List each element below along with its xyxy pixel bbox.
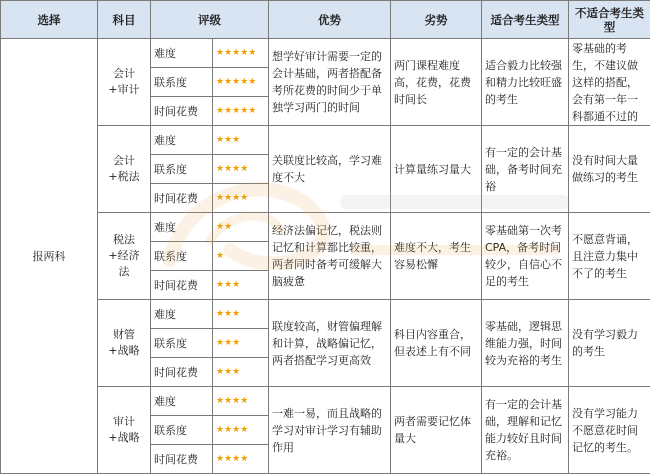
rating-label-relevance: 联系度 — [151, 242, 213, 271]
unsuitable-cell: 没有学习能力不愿意花时间记忆的考生。 — [569, 387, 650, 474]
suitable-cell: 零基础，逻辑思维能力强，时间较为充裕的考生 — [482, 300, 569, 387]
advantages-cell: 联度较高，财管偏理解和计算，战略偏记忆，两者搭配学习更高效 — [269, 300, 391, 387]
suitable-cell: 零基础第一次考CPA，备考时间较少，自信心不足的考生 — [482, 213, 569, 300]
star-rating: ★★ — [213, 213, 269, 242]
star-rating: ★★★★ — [213, 155, 269, 184]
star-rating: ★★★★★ — [213, 68, 269, 97]
star-rating: ★★★★ — [213, 445, 269, 474]
star-rating: ★★★★ — [213, 184, 269, 213]
disadvantages-cell: 两者需要记忆体量大 — [391, 387, 482, 474]
star-rating: ★★★ — [213, 329, 269, 358]
unsuitable-cell: 不愿意背诵，且注意力集中不了的考生 — [569, 213, 650, 300]
choice-cell: 报两科 — [1, 39, 98, 474]
star-rating: ★★★ — [213, 271, 269, 300]
rating-label-relevance: 联系度 — [151, 416, 213, 445]
rating-label-time: 时间花费 — [151, 445, 213, 474]
unsuitable-cell: 没有时间大量做练习的考生 — [569, 126, 650, 213]
table-row — [1, 39, 650, 68]
subject-cell: 税法+经济法 — [98, 213, 151, 300]
subject-cell: 会计+审计 — [98, 39, 151, 126]
rating-label-time: 时间花费 — [151, 271, 213, 300]
advantages-cell: 一难一易，而且战略的学习对审计学习有辅助作用 — [269, 387, 391, 474]
table-row — [1, 300, 650, 329]
header-rating: 评级 — [151, 1, 269, 39]
disadvantages-cell: 计算量练习量大 — [391, 126, 482, 213]
header-choice: 选择 — [1, 1, 98, 39]
header-advantages: 优势 — [269, 1, 391, 39]
header-suitable: 适合考生类型 — [482, 1, 569, 39]
star-rating: ★★★ — [213, 300, 269, 329]
rating-label-time: 时间花费 — [151, 358, 213, 387]
advantages-cell: 经济法偏记忆，税法则记忆和计算都比较重，两者同时备考可缓解大脑疲惫 — [269, 213, 391, 300]
disadvantages-cell: 难度不大，考生容易松懈 — [391, 213, 482, 300]
star-rating: ★★★★★ — [213, 39, 269, 68]
header-disadvantages: 劣势 — [391, 1, 482, 39]
star-rating: ★★★★★ — [213, 97, 269, 126]
header-unsuitable: 不适合考生类型 — [569, 1, 650, 39]
subject-cell: 会计+税法 — [98, 126, 151, 213]
table-row — [1, 387, 650, 416]
disadvantages-cell: 两门课程难度高，花费，花费时间长 — [391, 39, 482, 126]
suitable-cell: 有一定的会计基础，备考时间充裕 — [482, 126, 569, 213]
table-row — [1, 126, 650, 155]
rating-label-time: 时间花费 — [151, 184, 213, 213]
rating-label-relevance: 联系度 — [151, 155, 213, 184]
unsuitable-cell: 零基础的考生，不建议做这样的搭配，会有第一年一科都通不过的 — [569, 39, 650, 126]
suitable-cell: 适合毅力比较强和精力比较旺盛的考生 — [482, 39, 569, 126]
star-rating: ★ — [213, 242, 269, 271]
advantages-cell: 关联度比较高，学习难度不大 — [269, 126, 391, 213]
table-row — [1, 213, 650, 242]
star-rating: ★★★★ — [213, 416, 269, 445]
rating-label-difficulty: 难度 — [151, 126, 213, 155]
star-rating: ★★★ — [213, 358, 269, 387]
rating-label-difficulty: 难度 — [151, 300, 213, 329]
rating-label-difficulty: 难度 — [151, 213, 213, 242]
subject-cell: 审计+战略 — [98, 387, 151, 474]
unsuitable-cell: 没有学习毅力的考生 — [569, 300, 650, 387]
rating-label-difficulty: 难度 — [151, 39, 213, 68]
rating-label-relevance: 联系度 — [151, 329, 213, 358]
suitable-cell: 有一定的会计基础，理解和记忆能力较好且时间充裕。 — [482, 387, 569, 474]
disadvantages-cell: 科目内容重合，但表述上有不同 — [391, 300, 482, 387]
rating-label-time: 时间花费 — [151, 97, 213, 126]
subject-cell: 财管+战略 — [98, 300, 151, 387]
header-subject: 科目 — [98, 1, 151, 39]
rating-label-difficulty: 难度 — [151, 387, 213, 416]
star-rating: ★★★ — [213, 126, 269, 155]
rating-label-relevance: 联系度 — [151, 68, 213, 97]
advantages-cell: 想学好审计需要一定的会计基础，两者搭配备考所花费的时间少于单独学习两门的时间 — [269, 39, 391, 126]
star-rating: ★★★★ — [213, 387, 269, 416]
header-row — [1, 1, 650, 39]
